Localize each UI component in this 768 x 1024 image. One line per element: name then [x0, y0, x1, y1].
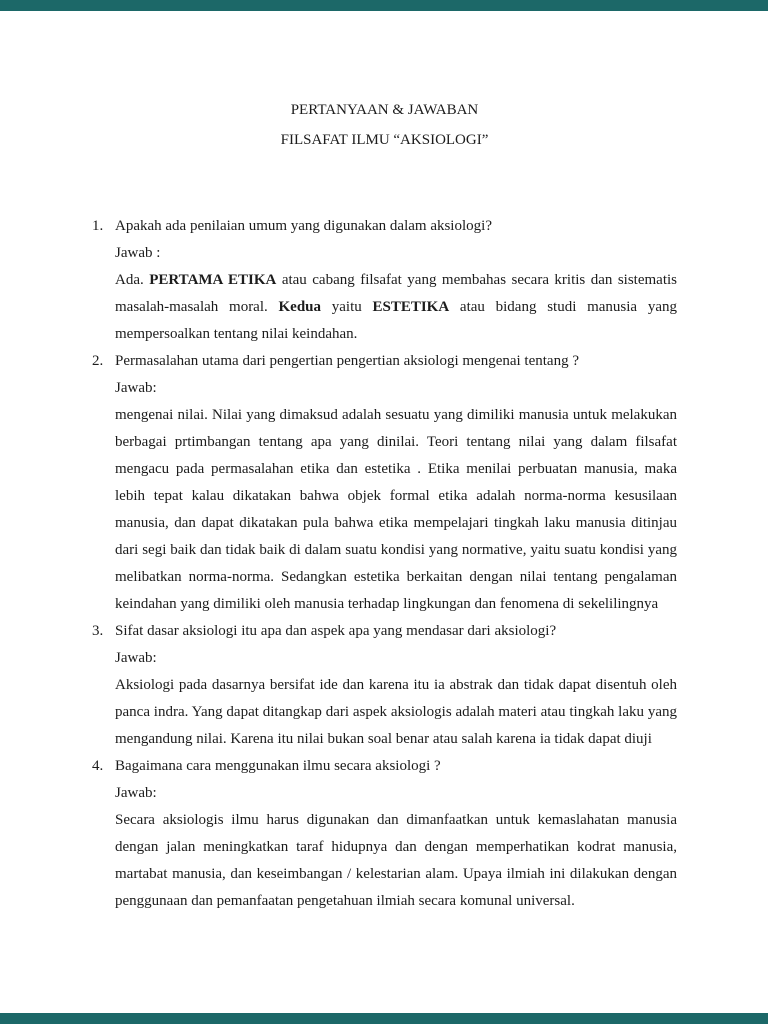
answer-run-bold: Kedua	[278, 299, 322, 315]
question-text: Apakah ada penilaian umum yang digunakan dalam aksiologi?	[115, 218, 492, 234]
jawab-label: Jawab:	[115, 785, 157, 801]
answer-run-bold: PERTAMA ETIKA	[149, 272, 277, 288]
title-line-2: FILSAFAT ILMU “AKSIOLOGI”	[280, 132, 489, 148]
answer-run: Ada.	[115, 272, 150, 288]
item-number: 1.	[92, 218, 104, 234]
qa-item-4	[92, 753, 677, 915]
answer-run: Secara aksiologis ilmu harus digunakan dan dimanfaatkan untuk kemaslahatan manusia dengan jalan meningkatkan taraf hidupnya dan dengan memperhatikan kodrat manusia, martabat manusia, dan keseimbangan / kelestarian alam. Upaya ilmiah ini dilakukan dengan penggunaan dan pemanfaatan pengetahuan ilmiah secara komunal universal.	[115, 812, 677, 909]
document-title	[92, 95, 677, 155]
item-number: 3.	[92, 623, 104, 639]
answer-block	[115, 780, 677, 915]
top-teal-band	[0, 0, 768, 11]
answer-block	[115, 240, 677, 348]
answer-block	[115, 375, 677, 618]
jawab-label: Jawab:	[115, 380, 157, 396]
answer-paragraph	[115, 672, 677, 753]
qa-item-3	[92, 618, 677, 753]
item-number: 4.	[92, 758, 104, 774]
answer-run: atau cabang filsafat yang membahas secara kritis dan sistematis masalah-masalah moral.	[115, 272, 677, 315]
answer-run: yaitu	[321, 299, 373, 315]
question-text: Permasalahan utama dari pengertian pengertian aksiologi mengenai tentang ?	[115, 353, 579, 369]
question-text: Sifat dasar aksiologi itu apa dan aspek apa yang mendasar dari aksiologi?	[115, 623, 557, 639]
question-line	[92, 618, 677, 645]
bottom-teal-band	[0, 1013, 768, 1024]
qa-item-1	[92, 213, 677, 348]
answer-run-bold: ESTETIKA	[372, 299, 450, 315]
jawab-label: Jawab:	[115, 650, 157, 666]
answer-run: atau bidang studi manusia yang mempersoalkan tentang nilai keindahan.	[115, 299, 677, 342]
question-line	[92, 213, 677, 240]
jawab-label: Jawab :	[115, 245, 161, 261]
item-number: 2.	[92, 353, 104, 369]
question-text: Bagaimana cara menggunakan ilmu secara aksiologi ?	[115, 758, 441, 774]
answer-paragraph	[115, 402, 677, 618]
document-sheet	[0, 11, 768, 1013]
question-line	[92, 753, 677, 780]
qa-item-2	[92, 348, 677, 618]
answer-run: Aksiologi pada dasarnya bersifat ide dan karena itu ia abstrak dan tidak dapat disentuh oleh panca indra. Yang dapat ditangkap dari aspek aksiologis adalah materi atau tingkah laku yang mengandung nilai. Karena itu nilai bukan soal benar atau salah karena ia tidak dapat diuji	[115, 677, 677, 747]
qa-list	[92, 213, 677, 915]
question-line	[92, 348, 677, 375]
answer-run: mengenai nilai. Nilai yang dimaksud adalah sesuatu yang dimiliki manusia untuk melakukan berbagai prtimbangan tentang apa yang dinilai. Teori tentang nilai yang dalam filsafat mengacu pada permasalahan etika dan estetika . Etika menilai perbuatan manusia, maka lebih tepat kalau dikatakan bahwa objek formal etika adalah norma-norma kesusilaan manusia, dan dapat dikatakan pula bahwa etika mempelajari tingkah laku manusia ditinjau dari segi baik dan tidak baik di dalam suatu kondisi yang normative, yaitu suatu kondisi yang melibatkan norma-norma. Sedangkan estetika berkaitan dengan nilai tentang pengalaman keindahan yang dimiliki oleh manusia terhadap lingkungan dan fenomena di sekelilingnya	[115, 407, 677, 612]
document-content	[0, 95, 768, 915]
answer-paragraph	[115, 807, 677, 915]
title-line-1: PERTANYAAN & JAWABAN	[290, 102, 479, 118]
answer-block	[115, 645, 677, 753]
answer-paragraph	[115, 267, 677, 348]
